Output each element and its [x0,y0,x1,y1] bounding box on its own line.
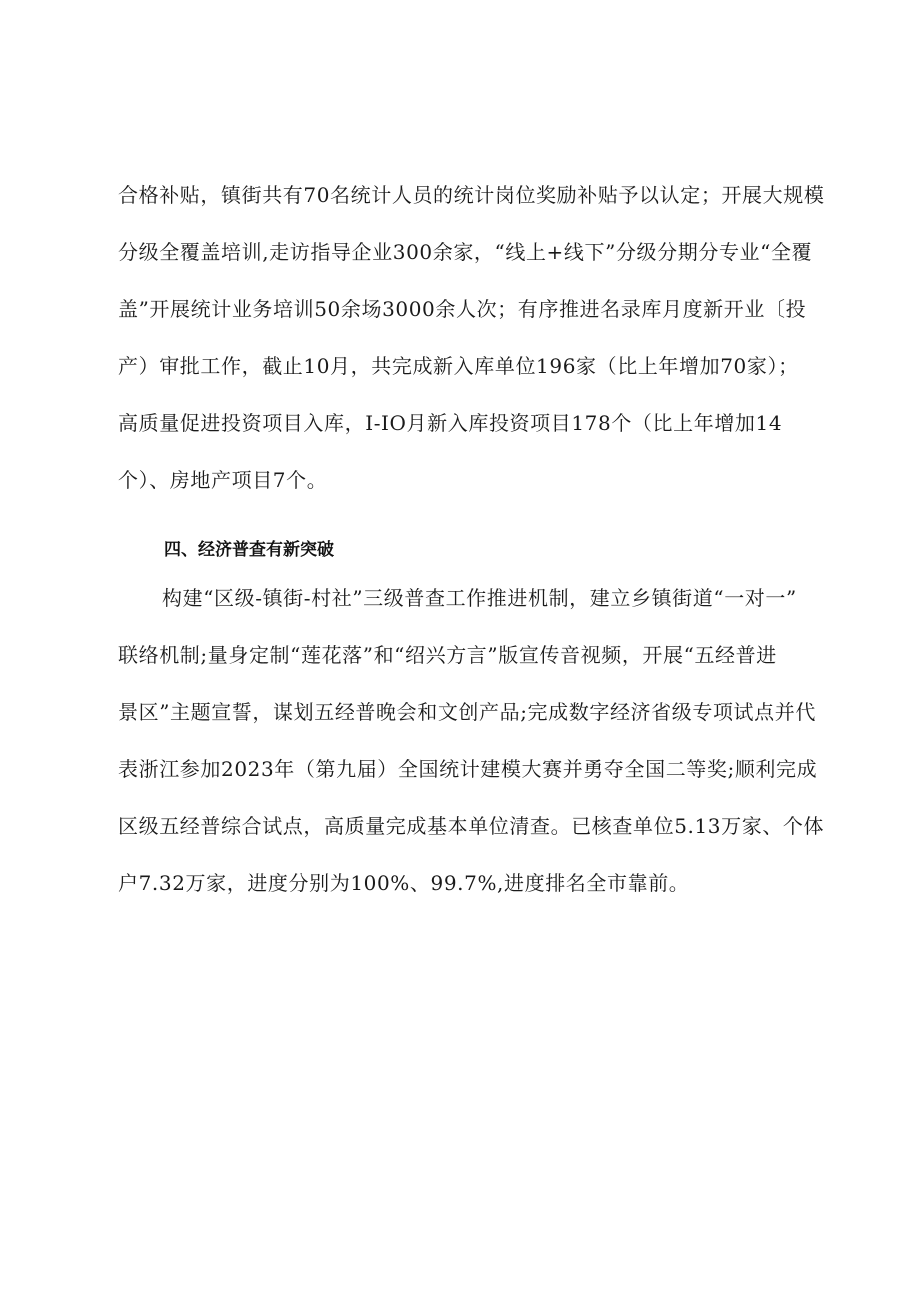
paragraph-2-line-6: 户7.32万家，进度分别为100%、99.7%,进度排名全市靠前。 [118,871,690,895]
paragraph-1-line-6: 个）、房地产项目7个。 [118,468,328,492]
paragraph-2-line-5: 区级五经普综合试点，高质量完成基本单位清查。已核查单位5.13万家、个体 [118,814,825,838]
paragraph-1-line-5: 高质量促进投资项目入库，I-IO月新入库投资项目178个（比上年增加14 [118,411,783,435]
paragraph-2-line-1: 构建“区级-镇街-村社”三级普查工作推进机制，建立乡镇街道“一对一” [162,586,797,610]
paragraph-1-line-3: 盖”开展统计业务培训50余场3000余人次；有序推进名录库月度新开业〔投 [118,297,807,321]
section-heading: 四、经济普查有新突破 [164,540,334,560]
paragraph-2-line-4: 表浙江参加2023年（第九届）全国统计建模大赛并勇夺全国二等奖;顺利完成 [118,757,818,781]
paragraph-2-line-3: 景区”主题宣誓，谋划五经普晚会和文创产品;完成数字经济省级专项试点并代 [118,700,816,724]
paragraph-1-line-1: 合格补贴，镇街共有70名统计人员的统计岗位奖励补贴予以认定；开展大规模 [118,183,825,207]
paragraph-2-line-2: 联络机制;量身定制“莲花落”和“绍兴方言”版宣传音视频，开展“五经普进 [118,643,777,667]
paragraph-1-line-4: 产）审批工作，截止10月，共完成新入库单位196家（比上年增加70家）； [118,354,799,378]
paragraph-1-line-2: 分级全覆盖培训,走访指导企业300余家，“线上+线下”分级分期分专业“全覆 [118,240,813,264]
